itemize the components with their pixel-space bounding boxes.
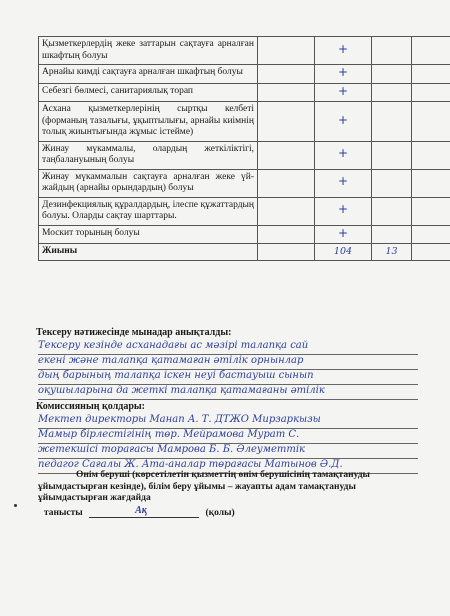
row-mark-cell [258,197,315,225]
checklist-row [39,197,450,225]
row-mark-cell [258,83,315,102]
signature-line [89,505,199,518]
total-value-2: 13 [372,244,412,261]
row-empty-cell [412,225,450,244]
findings-line-1: Тексеру кезінде асханадағы ас мәзірі талапқа сай [38,340,418,355]
row-empty-cell [372,141,412,169]
acknowledgement-row [44,505,235,518]
row-mark-cell [258,141,315,169]
row-description: Себезгі бөлмесі, санитариялық торап [39,83,258,102]
row-mark-cell [258,37,315,65]
commission-line-4: педагог Сағалы Ж. Ата-аналар төрағасы Матынов Ә.Д. [38,459,418,474]
row-mark-cell [258,169,315,197]
checklist-row [39,102,450,142]
row-description: Дезинфекциялық құралдардың, ілеспе құжаттардың болуы. Оларды сақтау шарттары. [39,197,258,225]
commission-line-1: Мектеп директоры Манап А. Т. ДТЖО Мирзаркызы [38,414,418,429]
plus-mark: + [337,83,349,98]
commission-title: Комиссияның қолдары: [36,401,146,412]
commission-line-2: Мамыр бірлестігінің төр. Мейрамова Мурат С. [38,429,418,444]
row-empty-cell [372,37,412,65]
row-empty-cell [412,37,450,65]
row-empty-cell [372,102,412,142]
findings-line-4: оқушыларына да жеткі талапқа қатамағаны әтілік [38,385,418,400]
row-description: Қызметкерлердің жеке заттарын сақтауға арналған шкафтың болуы [39,37,258,65]
row-empty-cell [372,83,412,102]
row-empty-cell [412,83,450,102]
row-empty-cell [372,65,412,84]
row-description: Арнайы кимді сақтауға арналған шкафтың болуы [39,65,258,84]
row-mark [315,65,372,84]
row-mark [315,83,372,102]
plus-mark: + [337,202,349,217]
margin-dot [14,504,17,507]
row-mark [315,37,372,65]
checklist-row [39,225,450,244]
row-mark-cell [258,225,315,244]
row-mark [315,169,372,197]
plus-mark: + [337,225,349,240]
signature-mark: Ақ [135,505,147,516]
row-empty-cell [372,225,412,244]
commission-line-3: жетекшісі торағасы Мамрова Б. Б. Әлеуметтік [38,444,418,459]
total-row [39,244,450,261]
row-mark [315,225,372,244]
checklist-row [39,83,450,102]
row-description: Жинау мүкаммалын сақтауға арналған жеке үй-жайдың (арнайы орындардың) болуы [39,169,258,197]
findings-line-2: екені және талапқа қатамаған әтілік орнынлар [38,355,418,370]
checklist-row [39,141,450,169]
findings-title: Тексеру нәтижесінде мынадар анықталды: [36,327,232,338]
total-value-1: 104 [315,244,372,261]
row-empty-cell [412,197,450,225]
acknowledged-label: танысты [44,508,83,518]
row-mark [315,141,372,169]
inspection-checklist-table [38,36,450,261]
row-empty-cell [372,197,412,225]
responsible-note: Өнім беруші (көрсетілетін қызметтің өнім берушісінің тамақтануды ұйымдастырған кезінде), білім беру ұйымы – жауапты адам тамақтануды ұйымдастырған жағдайда [38,470,370,503]
row-description: Жинау мүкаммалы, олардың жеткіліктігі, таңбалануының болуы [39,141,258,169]
row-empty-cell [412,102,450,142]
checklist-row [39,37,450,65]
plus-mark: + [337,146,349,161]
row-description: Асхана қызметкерлерінің сыртқы келбеті (форманың тазалығы, ұқыптылығы, арнайы киімнің толық жиынтығында жұмыс істейме) [39,102,258,142]
signature-caption: (қолы) [205,508,235,518]
total-empty-cell [258,244,315,261]
checklist-row [39,65,450,84]
findings-line-3: дың барының талапқа іскен неуі бастауыш сынып [38,370,418,385]
plus-mark: + [337,112,349,127]
checklist-row [39,169,450,197]
row-empty-cell [412,169,450,197]
row-mark [315,102,372,142]
total-label: Жиыны [39,244,258,261]
row-empty-cell [412,65,450,84]
total-empty-cell [412,244,450,261]
row-description: Москит торының болуы [39,225,258,244]
row-mark-cell [258,65,315,84]
plus-mark: + [337,174,349,189]
row-mark [315,197,372,225]
row-mark-cell [258,102,315,142]
row-empty-cell [372,169,412,197]
plus-mark: + [337,41,349,56]
row-empty-cell [412,141,450,169]
plus-mark: + [337,65,349,79]
